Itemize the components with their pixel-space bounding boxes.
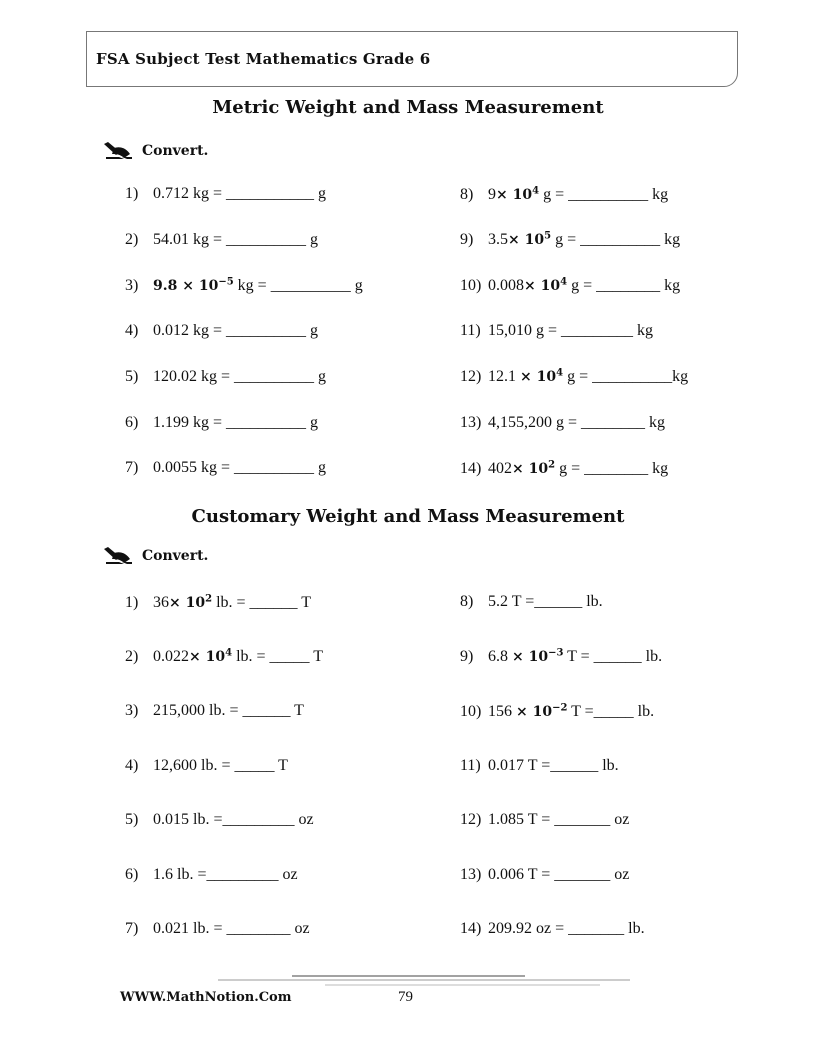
problem-number: 9)	[460, 648, 474, 666]
footer-website: WWW.MathNotion.Com	[120, 990, 292, 1005]
problem-number: 11)	[460, 322, 481, 340]
metric-problem-13	[460, 414, 665, 432]
metric-problem-4	[125, 322, 318, 340]
metric-problem-10	[460, 276, 680, 295]
expression-power-of-ten: × $10^2$	[512, 459, 556, 477]
expression-exponent: −2	[552, 702, 568, 713]
problem-expression: 0.012 kg = __________ g	[153, 322, 319, 340]
expression-exponent: 4	[560, 276, 568, 288]
problem-number: 5)	[125, 811, 139, 828]
problem-expression: 215,000 lb. = ______ T	[153, 702, 304, 719]
problem-number: 4)	[125, 322, 139, 340]
customary-convert-label: Convert.	[142, 548, 209, 564]
pencil-writing-icon	[102, 140, 136, 162]
problem-number: 2)	[125, 230, 139, 248]
footer-page-number: 79	[398, 989, 413, 1005]
problem-expression: 5.2 T =______ lb.	[488, 593, 603, 610]
problem-number: 14)	[460, 920, 482, 937]
problem-expression: 120.02 kg = __________ g	[153, 367, 327, 385]
problem-number: 2)	[125, 648, 139, 666]
problem-number: 8)	[460, 593, 474, 610]
problem-number: 1)	[125, 593, 139, 611]
problem-number: 3)	[125, 702, 139, 719]
expression-coefficient: 0.008	[488, 277, 524, 295]
customary-problem-5	[125, 811, 314, 829]
expression-unit-blank: T = ______ lb.	[563, 648, 663, 666]
problem-expression: 0.006 T = _______ oz	[488, 865, 630, 883]
expression-exponent: 2	[205, 593, 213, 604]
expression-exponent: 2	[548, 459, 556, 471]
problem-number: 10)	[460, 277, 482, 295]
problem-number: 5)	[125, 367, 139, 385]
metric-section-title: Metric Weight and Mass Measurement	[212, 97, 604, 118]
expression-coefficient: 3.5	[488, 231, 508, 249]
header-title: FSA Subject Test Mathematics Grade 6	[96, 50, 431, 68]
problem-expression	[488, 277, 680, 294]
expression-exponent: −3	[548, 647, 564, 659]
problem-expression	[153, 648, 323, 665]
customary-section-title: Customary Weight and Mass Measurement	[191, 506, 625, 527]
expression-power-of-ten: × $10^4$	[189, 647, 233, 666]
problem-expression: 1.199 kg = __________ g	[153, 413, 319, 431]
expression-coefficient: 36	[153, 593, 169, 611]
customary-problem-4	[125, 757, 288, 775]
metric-convert-instruction	[102, 140, 208, 162]
problem-expression: 12,600 lb. = _____ T	[153, 756, 288, 774]
problem-number: 12)	[460, 811, 482, 828]
expression-power-of-ten: × $10^{-3}$	[512, 647, 564, 666]
problem-number: 4)	[125, 756, 139, 774]
expression-coefficient: 156	[488, 702, 516, 720]
problem-expression	[488, 368, 688, 385]
expression-unit-blank: T =_____ lb.	[567, 702, 655, 720]
metric-convert-label: Convert.	[142, 143, 209, 159]
customary-problem-9	[460, 648, 662, 667]
expression-power-of-ten: × $10^5$	[508, 230, 552, 249]
expression-coefficient: 9	[488, 185, 496, 203]
expression-unit-blank: g = __________ kg	[551, 231, 681, 249]
problem-number: 14)	[460, 459, 482, 477]
metric-problem-9	[460, 231, 680, 250]
expression-coefficient: 0.022	[153, 648, 189, 666]
expression-coefficient: 6.8	[488, 648, 512, 666]
problem-number: 1)	[125, 185, 139, 202]
problem-number: 9)	[460, 231, 474, 249]
problem-expression: 4,155,200 g = ________ kg	[488, 413, 666, 431]
problem-number: 6)	[125, 413, 139, 431]
problem-expression	[153, 277, 363, 294]
expression-exponent: 4	[532, 185, 540, 196]
problem-number: 13)	[460, 865, 482, 883]
expression-exponent: −5	[218, 276, 234, 288]
expression-power-of-ten: × $10^4$	[524, 276, 568, 295]
customary-problem-3	[125, 702, 304, 720]
problem-expression: 0.712 kg = ___________ g	[153, 185, 327, 202]
metric-problem-5	[125, 368, 326, 386]
problem-expression: 209.92 oz = _______ lb.	[488, 920, 645, 937]
problem-number: 3)	[125, 277, 139, 295]
problem-expression	[488, 231, 680, 248]
metric-problem-2	[125, 231, 318, 249]
expression-power-of-ten: × $10^2$	[169, 593, 213, 611]
metric-problem-3	[125, 276, 363, 295]
expression-coefficient: 402	[488, 459, 512, 477]
problem-expression	[488, 460, 668, 477]
customary-problem-13	[460, 866, 629, 884]
customary-problem-2	[125, 648, 323, 667]
customary-problem-7	[125, 920, 310, 938]
problem-expression: 1.085 T = _______ oz	[488, 811, 630, 828]
expression-power-of-ten: $9.8 \times 10^{-5}$	[153, 276, 234, 295]
expression-exponent: 5	[544, 230, 552, 242]
customary-convert-instruction	[102, 545, 208, 567]
problem-expression: 0.0055 kg = __________ g	[153, 459, 327, 477]
metric-problem-8	[460, 185, 668, 204]
expression-unit-blank: g = ________ kg	[555, 459, 669, 477]
customary-problem-1	[125, 593, 311, 612]
pencil-writing-icon	[102, 545, 136, 567]
problem-expression: 0.017 T =______ lb.	[488, 756, 619, 774]
customary-problem-6	[125, 866, 298, 884]
customary-problem-10	[460, 702, 654, 721]
problem-expression	[488, 703, 654, 720]
expression-power-of-ten: × $10^{-2}$	[516, 702, 568, 720]
expression-exponent: 4	[556, 367, 564, 379]
problem-number: 7)	[125, 920, 139, 937]
expression-unit-blank: g = __________kg	[563, 368, 689, 386]
expression-unit-blank: lb. = _____ T	[232, 648, 324, 666]
metric-problem-12	[460, 368, 688, 387]
customary-problem-11	[460, 757, 619, 775]
expression-unit-blank: g = ________ kg	[567, 277, 681, 295]
problem-number: 11)	[460, 756, 481, 774]
problem-number: 12)	[460, 368, 482, 386]
problem-expression	[488, 648, 662, 665]
expression-power-of-ten: × $10^4$	[520, 367, 564, 386]
problem-expression	[488, 186, 668, 203]
customary-problem-8	[460, 593, 603, 611]
expression-unit-blank: kg = __________ g	[233, 277, 363, 295]
problem-number: 10)	[460, 702, 482, 720]
problem-expression: 15,010 g = _________ kg	[488, 322, 654, 340]
problem-expression: 54.01 kg = __________ g	[153, 230, 319, 248]
expression-unit-blank: lb. = ______ T	[212, 593, 312, 611]
problem-expression: 1.6 lb. =_________ oz	[153, 865, 298, 883]
problem-expression: 0.021 lb. = ________ oz	[153, 920, 310, 937]
problem-number: 7)	[125, 459, 139, 477]
metric-problem-11	[460, 322, 653, 340]
expression-coefficient: 12.1	[488, 368, 520, 386]
expression-unit-blank: g = __________ kg	[539, 185, 669, 203]
metric-problem-14	[460, 459, 668, 478]
problem-number: 8)	[460, 185, 474, 203]
metric-problem-6	[125, 414, 318, 432]
expression-exponent: 4	[225, 647, 233, 659]
customary-problem-14	[460, 920, 645, 938]
metric-problem-1	[125, 185, 326, 203]
problem-expression	[153, 594, 311, 611]
metric-problem-7	[125, 459, 326, 477]
problem-number: 13)	[460, 413, 482, 431]
customary-problem-12	[460, 811, 629, 829]
problem-expression: 0.015 lb. =_________ oz	[153, 811, 314, 828]
problem-number: 6)	[125, 865, 139, 883]
expression-power-of-ten: × $10^4$	[496, 185, 540, 203]
